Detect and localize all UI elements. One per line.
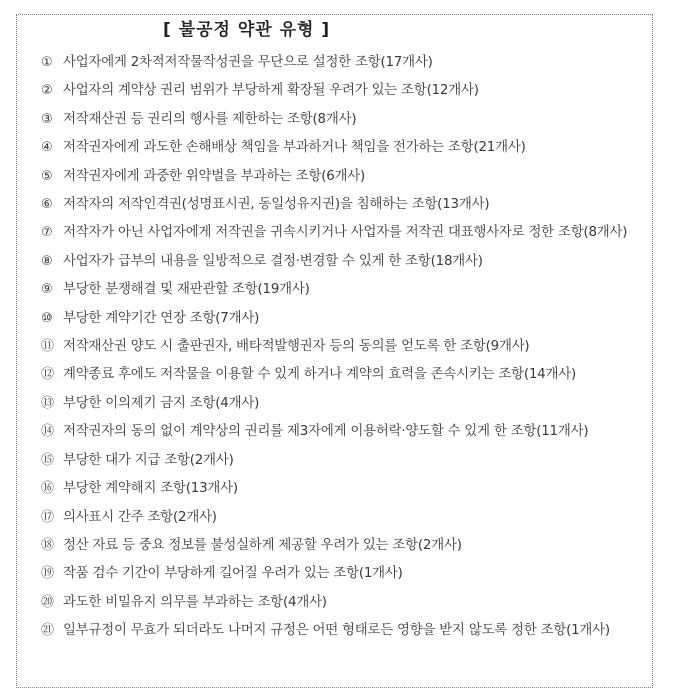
- item-number: ⑰: [41, 509, 55, 525]
- item-text: 저작재산권 양도 시 출판권자, 배타적발행권자 등의 동의를 얻도록 한 조항(9개사): [63, 339, 530, 355]
- item-number: ②: [41, 83, 53, 99]
- list-item: [41, 532, 642, 560]
- item-text: 저작재산권 등 권리의 행사를 제한하는 조항(8개사): [63, 111, 357, 127]
- list-item: [41, 504, 642, 532]
- list-item: [41, 418, 642, 446]
- item-text: 부당한 계약기간 연장 조항(7개사): [63, 310, 260, 326]
- item-number: ⑭: [41, 424, 55, 440]
- list-item: [41, 361, 642, 389]
- item-number: ⑮: [41, 452, 55, 468]
- item-number: ⑱: [41, 537, 55, 553]
- item-text: 부당한 이의제기 금지 조항(4개사): [63, 395, 260, 411]
- item-number: ⑧: [41, 253, 53, 269]
- list-item: [41, 163, 642, 191]
- list-item: [41, 475, 642, 503]
- item-text: 사업자가 급부의 내용을 일방적으로 결정·변경할 수 있게 한 조항(18개사): [63, 253, 483, 269]
- list-item: [41, 447, 642, 475]
- item-number: ①: [41, 55, 53, 70]
- item-text: 의사표시 간주 조항(2개사): [63, 509, 217, 525]
- item-number: ㉑: [41, 623, 55, 639]
- list-item: [41, 248, 642, 276]
- item-text: 정산 자료 등 중요 정보를 불성실하게 제공할 우려가 있는 조항(2개사): [63, 537, 462, 553]
- item-text: 저작권자에게 과중한 위약벌을 부과하는 조항(6개사): [63, 168, 366, 184]
- unfair-terms-box: [16, 14, 653, 688]
- list-item: [41, 333, 642, 361]
- item-number: ⑪: [41, 339, 55, 355]
- item-number: ⑳: [41, 594, 55, 610]
- item-text: 일부규정이 무효가 되더라도 나머지 규정은 어떤 형태로든 영향을 받지 않도록 정한 조항(1개사): [63, 623, 610, 639]
- item-text: 계약종료 후에도 저작물을 이용할 수 있게 하거나 계약의 효력을 존속시키는 조항(14개사): [63, 367, 576, 383]
- item-number: ⑫: [41, 367, 55, 383]
- item-number: ③: [41, 111, 53, 127]
- list-item: [41, 77, 642, 105]
- item-number: ⑥: [41, 197, 53, 213]
- item-text: 사업자의 계약상 권리 범위가 부당하게 확장될 우려가 있는 조항(12개사): [63, 83, 479, 99]
- list-item: [41, 617, 642, 645]
- list-item: [41, 49, 642, 77]
- list-item: [41, 276, 642, 304]
- list-item: [41, 305, 642, 333]
- item-text: 부당한 대가 지급 조항(2개사): [63, 452, 234, 468]
- list-item: [41, 390, 642, 418]
- item-number: ⑨: [41, 282, 53, 298]
- unfair-terms-list: [41, 49, 642, 646]
- item-number: ⑬: [41, 395, 55, 411]
- item-text: 부당한 분쟁해결 및 재판관할 조항(19개사): [63, 282, 310, 298]
- item-text: 부당한 계약해지 조항(13개사): [63, 481, 238, 497]
- item-text: 저작자의 저작인격권(성명표시권, 동일성유지권)을 침해하는 조항(13개사): [63, 197, 490, 213]
- box-title: [ 불공정 약관 유형 ]: [147, 17, 346, 43]
- item-number: ④: [41, 140, 53, 156]
- item-text: 저작자가 아닌 사업자에게 저작권을 귀속시키거나 사업자를 저작권 대표행사자로 정한 조항(8개사): [63, 225, 628, 241]
- item-text: 저작권자에게 과도한 손해배상 책임을 부과하거나 책임을 전가하는 조항(21개사): [63, 140, 526, 156]
- list-item: [41, 589, 642, 617]
- list-item: [41, 219, 642, 247]
- item-number: ⑯: [41, 481, 55, 497]
- item-text: 과도한 비밀유지 의무를 부과하는 조항(4개사): [63, 594, 327, 610]
- item-text: 사업자에게 2차적저작물작성권을 무단으로 설정한 조항(17개사): [63, 55, 433, 70]
- list-item: [41, 106, 642, 134]
- list-item: [41, 191, 642, 219]
- list-item: [41, 134, 642, 162]
- item-number: ⑲: [41, 566, 55, 582]
- item-number: ⑩: [41, 310, 53, 326]
- list-item: [41, 560, 642, 588]
- item-text: 작품 검수 기간이 부당하게 길어질 우려가 있는 조항(1개사): [63, 566, 403, 582]
- item-number: ⑦: [41, 225, 53, 241]
- item-text: 저작권자의 동의 없이 계약상의 권리를 제3자에게 이용허락·양도할 수 있게 한 조항(11개사): [63, 424, 589, 440]
- item-number: ⑤: [41, 168, 53, 184]
